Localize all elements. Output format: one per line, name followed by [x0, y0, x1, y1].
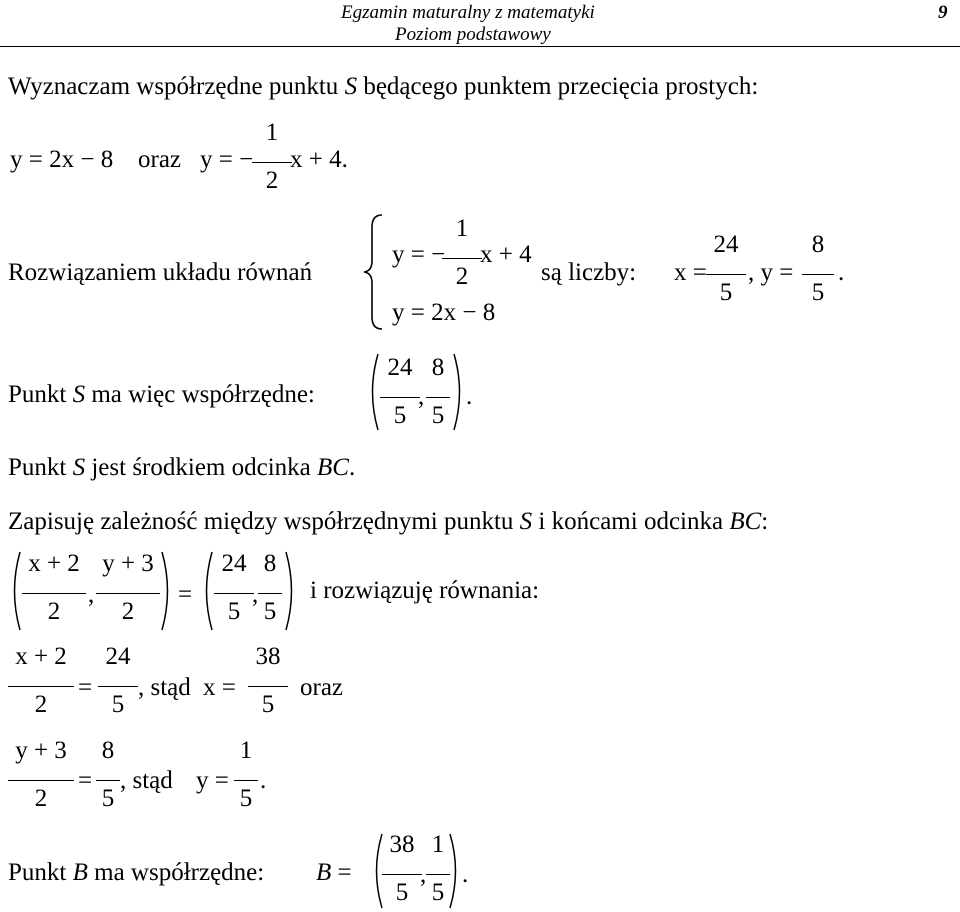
header-subtitle: Poziom podstawowy	[395, 24, 551, 45]
system-row1-lhs: y = −	[392, 241, 446, 268]
right-paren	[160, 550, 174, 632]
comma: ,	[420, 861, 427, 888]
system-row2: y = 2x − 8	[392, 299, 496, 326]
line-eq1: y = 2x − 8	[10, 146, 114, 173]
point-s-label: Punkt S ma więc współrzędne:	[8, 381, 315, 408]
solution-label: są liczby:	[541, 259, 637, 286]
point-b-label: Punkt B ma współrzędne:	[8, 859, 265, 886]
solution-x-lhs: x =	[674, 259, 707, 286]
system-row1-rhs: x + 4	[480, 241, 532, 268]
x-lhs: x =	[203, 674, 236, 701]
period: .	[466, 383, 473, 410]
left-paren	[8, 550, 22, 632]
page-number: 9	[938, 2, 948, 23]
intro-text: Wyznaczam współrzędne punktu S będącego punktem przecięcia prostych:	[8, 73, 759, 100]
system-label: Rozwiązaniem układu równań	[8, 259, 313, 286]
y-lhs: y =	[196, 767, 229, 794]
right-paren	[452, 352, 466, 432]
equation-tail: i rozwiązuję równania:	[310, 577, 540, 604]
solution-y-lhs: , y =	[748, 259, 794, 286]
oraz-label: oraz	[300, 674, 344, 701]
right-paren	[448, 832, 462, 910]
b-lhs: B =	[316, 859, 352, 886]
line-eq2-lhs: y = −	[200, 146, 254, 173]
solution-end: .	[838, 259, 845, 286]
left-paren	[200, 550, 214, 632]
equals-sign: =	[178, 581, 193, 608]
stad-text: , stąd	[120, 767, 173, 794]
header-title: Egzamin maturalny z matematyki	[341, 2, 595, 23]
comma: ,	[88, 581, 95, 608]
period: .	[462, 861, 469, 888]
left-paren	[366, 352, 380, 432]
relation-text: Zapisuję zależność między współrzędnymi punktu S i końcami odcinka BC:	[8, 508, 769, 535]
equals-sign: =	[78, 767, 93, 794]
period: .	[260, 767, 267, 794]
midpoint-text: Punkt S jest środkiem odcinka BC.	[8, 454, 356, 481]
oraz-label: oraz	[138, 146, 182, 173]
stad-text: , stąd	[138, 674, 191, 701]
comma: ,	[418, 383, 425, 410]
comma: ,	[252, 581, 259, 608]
line-eq2-rhs: x + 4.	[290, 146, 348, 173]
right-paren	[284, 550, 298, 632]
header-rule	[0, 46, 960, 47]
left-brace	[362, 213, 386, 331]
equals-sign: =	[78, 674, 93, 701]
